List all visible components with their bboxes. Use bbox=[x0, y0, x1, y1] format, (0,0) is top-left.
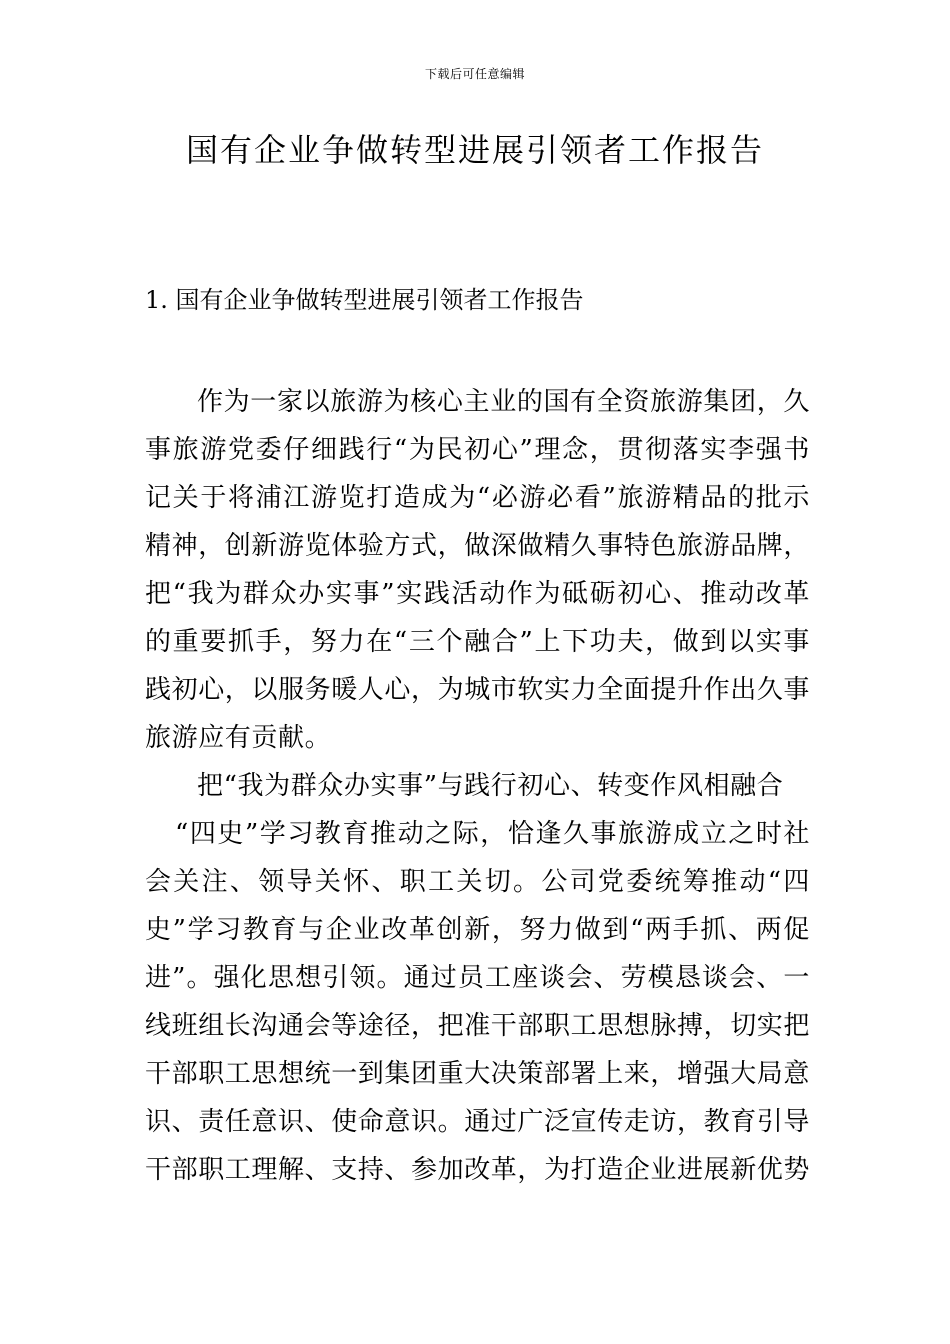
header-note: 下载后可任意编辑 bbox=[424, 67, 525, 81]
paragraph-intro: 作为一家以旅游为核心主业的国有全资旅游集团，久事旅游党委仔细践行“为民初心”理念，贯彻落实李强书记关于将浦江游览打造成为“必游必看”旅游精品的批示精神，创新游览体验方式，做深做精久事特色旅游品牌，把“我为群众办实事”实践活动作为砥砺初心、推动改革的重要抓手，努力在“三个融合”上下功夫，做到以实事践初心，以服务暖人心，为城市软实力全面提升作出久事旅游应有贡献。 bbox=[145, 387, 811, 753]
paragraph-four-histories: “四史”学习教育推动之际，恰逢久事旅游成立之时社会关注、领导关怀、职工关切。公司党委统筹推动“四史”学习教育与企业改革创新，努力做到“两手抓、两促进”。强化思想引领。通过员工座谈会、劳模恳谈会、一线班组长沟通会等途径，把准干部职工思想脉搏，切实把干部职工思想统一到集团重大决策部署上来，增强大局意识、责任意识、使命意识。通过广泛宣传走访，教育引导干部职工理解、支持、参加改革，为打造企业进展新优势 bbox=[145, 819, 811, 1185]
paragraph-subheading: 把“我为群众办实事”与践行初心、转变作风相融合 bbox=[197, 771, 784, 801]
document-title: 国有企业争做转型进展引领者工作报告 bbox=[185, 131, 764, 169]
document-body bbox=[145, 378, 810, 1194]
section-heading: 1. 国有企业争做转型进展引领者工作报告 bbox=[145, 286, 584, 314]
